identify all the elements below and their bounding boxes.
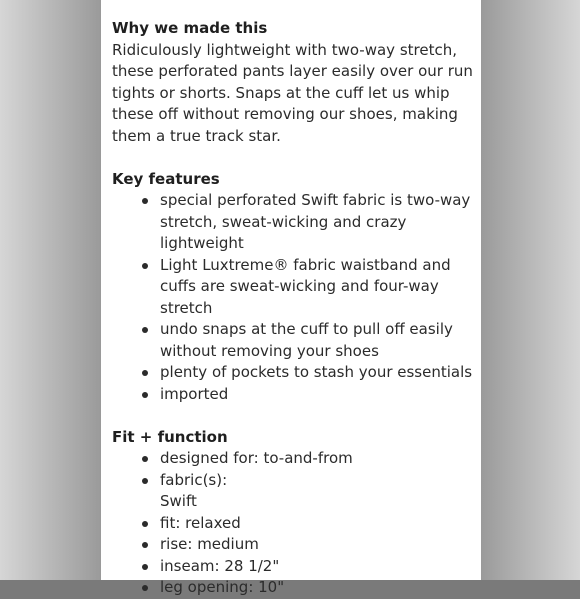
bullet-icon [142,392,148,398]
bullet-icon [142,263,148,269]
background-left [0,0,101,580]
list-item-text: fit: relaxed [160,513,241,532]
list-item [112,190,474,255]
key-features-heading: Key features [112,169,220,188]
background-right [481,0,580,580]
bullet-icon [142,521,148,527]
list-item-text: imported [160,384,229,403]
bullet-icon [142,478,148,484]
list-item [112,384,474,406]
list-item-text: fabric(s): Swift [160,470,228,510]
list-item [112,255,474,320]
section-spacer [112,405,474,427]
key-features-list [112,190,474,405]
list-item-text: Light Luxtreme® fabric waistband and cuffs are sweat-wicking and four-way stretch [160,255,451,317]
list-item [112,362,474,384]
list-item-text: leg opening: 10" [160,578,285,596]
list-item-text: rise: medium [160,535,259,553]
bullet-icon [142,564,148,570]
why-we-made-this-body: Ridiculously lightweight with two-way stretch, these perforated pants layer easily over our run tights or shorts. Snaps at the cuff let us whip these off without removing our shoes, making them a true track star. [112,40,473,145]
list-item-text: inseam: 28 1/2" [160,556,280,575]
list-item [112,319,474,362]
why-we-made-this-heading: Why we made this [112,19,268,37]
description-content [112,18,474,599]
list-item [112,556,474,578]
list-item-text: plenty of pockets to stash your essentials [160,363,473,381]
section-spacer [112,147,474,169]
list-item-text: special perforated Swift fabric is two-way stretch, sweat-wicking and crazy lightweight [160,191,471,252]
fit-function-heading: Fit + function [112,427,228,446]
list-item [112,448,474,470]
list-item [112,513,474,535]
bullet-icon [142,585,148,591]
bullet-icon [142,198,148,204]
bullet-icon [142,327,148,333]
bullet-icon [142,456,148,462]
bullet-icon [142,542,148,548]
list-item-text: designed for: to-and-from [160,449,353,467]
list-item [112,577,474,599]
fit-function-list [112,448,474,599]
bullet-icon [142,370,148,376]
list-item [112,534,474,556]
description-panel [101,0,481,596]
list-item [112,470,474,513]
list-item-text: undo snaps at the cuff to pull off easily without removing your shoes [160,320,453,360]
